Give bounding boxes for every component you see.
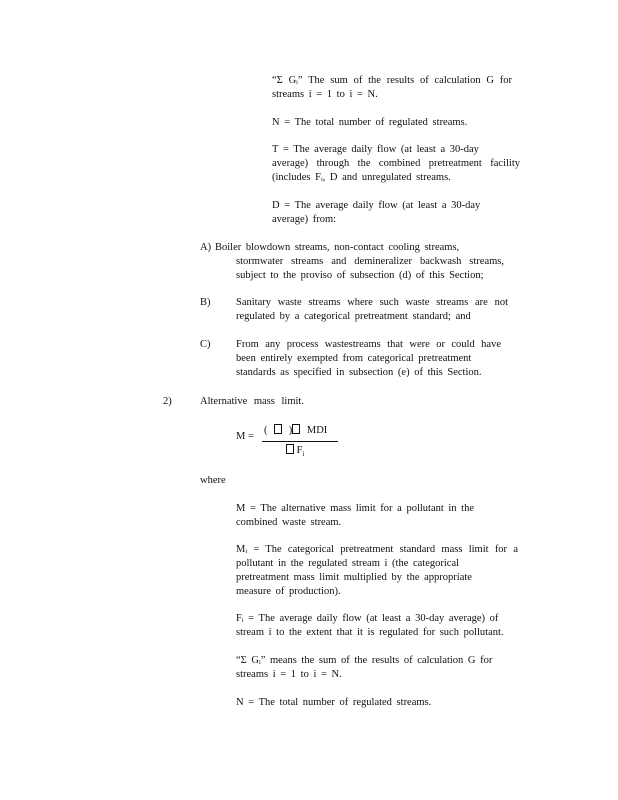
text-line: streams i = 1 to i = N. [272, 89, 378, 100]
text-line: (includes Fᵢ, D and unregulated streams. [272, 172, 451, 183]
formula-denominator [286, 444, 304, 458]
text-line: Mᵢ = The categorical pretreatment standard mass limit for a [236, 544, 518, 555]
item-a-marker: A) [200, 242, 212, 253]
text-line: D = The average daily flow (at least a 30-day [272, 200, 481, 211]
text-line: Fᵢ = The average daily flow (at least a 30-day average) of [236, 613, 499, 624]
text-line: regulated by a categorical pretreatment standard; and [236, 311, 471, 322]
text-line: stormwater streams and demineralizer backwash streams, [236, 256, 504, 267]
item-b-marker: B) [200, 297, 211, 308]
formula-numerator [264, 424, 327, 438]
section-2-number: 2) [163, 396, 172, 407]
formula-mdi: MDI [306, 425, 328, 436]
formula-close-paren: ) [288, 425, 293, 436]
text-line: measure of production). [236, 586, 341, 597]
text-line: “Σ Gᵢ” The sum of the results of calculation G for [272, 75, 512, 86]
text-line: average) through the combined pretreatment facility [272, 158, 520, 169]
times-glyph-icon [292, 424, 300, 434]
text-line: streams i = 1 to i = N. [236, 669, 342, 680]
d-definition [272, 199, 480, 227]
text-line: “Σ Gᵢ” means the sum of the results of calculation G for [236, 655, 493, 666]
section-2-heading: Alternative mass limit. [200, 396, 304, 407]
text-line: From any process wastestreams that were or could have [236, 339, 501, 350]
t-definition [272, 143, 520, 185]
text-line: average) from: [272, 214, 337, 225]
formula-f-subscript: i [302, 450, 305, 459]
text-line: combined waste stream. [236, 517, 342, 528]
alternative-mass-limit-formula [236, 424, 356, 464]
fraction-bar [262, 441, 338, 442]
where-label: where [200, 475, 226, 486]
text-line: stream i to the extent that it is regulated for such pollutant. [236, 627, 504, 638]
item-a-text [215, 241, 459, 255]
m-definition [236, 502, 474, 530]
sum-g-definition [272, 74, 512, 102]
text-line: pretreatment mass limit multiplied by the appropriate [236, 572, 472, 583]
text-line: been entirely exempted from categorical pretreatment [236, 353, 472, 364]
item-c-marker: C) [200, 339, 211, 350]
text-line: subject to the proviso of subsection (d) of this Section; [236, 270, 484, 281]
text-line: N = The total number of regulated streams. [236, 697, 432, 708]
text-line: T = The average daily flow (at least a 30-day [272, 144, 479, 155]
text-line: M = The alternative mass limit for a pollutant in the [236, 503, 475, 514]
text-line: pollutant in the regulated stream i (the categorical [236, 558, 460, 569]
sum-glyph-icon [286, 444, 294, 454]
fi-definition [236, 612, 504, 640]
text-line: N = The total number of regulated streams. [272, 117, 468, 128]
formula-lhs: M = [236, 431, 254, 442]
item-c-text [236, 338, 501, 380]
sum-g-definition-2 [236, 654, 492, 682]
text-line: Boiler blowdown streams, non-contact cooling streams, [215, 242, 460, 253]
text-line: standards as specified in subsection (e) of this Section. [236, 367, 482, 378]
n-definition [272, 116, 467, 130]
item-a-continuation [236, 255, 504, 283]
text-line: Sanitary waste streams where such waste streams are not [236, 297, 508, 308]
formula-f: F [296, 445, 303, 456]
n-definition-2 [236, 696, 431, 710]
item-b-text [236, 296, 508, 324]
mi-definition [236, 543, 518, 599]
formula-open-paren: ( [264, 425, 268, 436]
sigma-glyph-icon [274, 424, 282, 434]
